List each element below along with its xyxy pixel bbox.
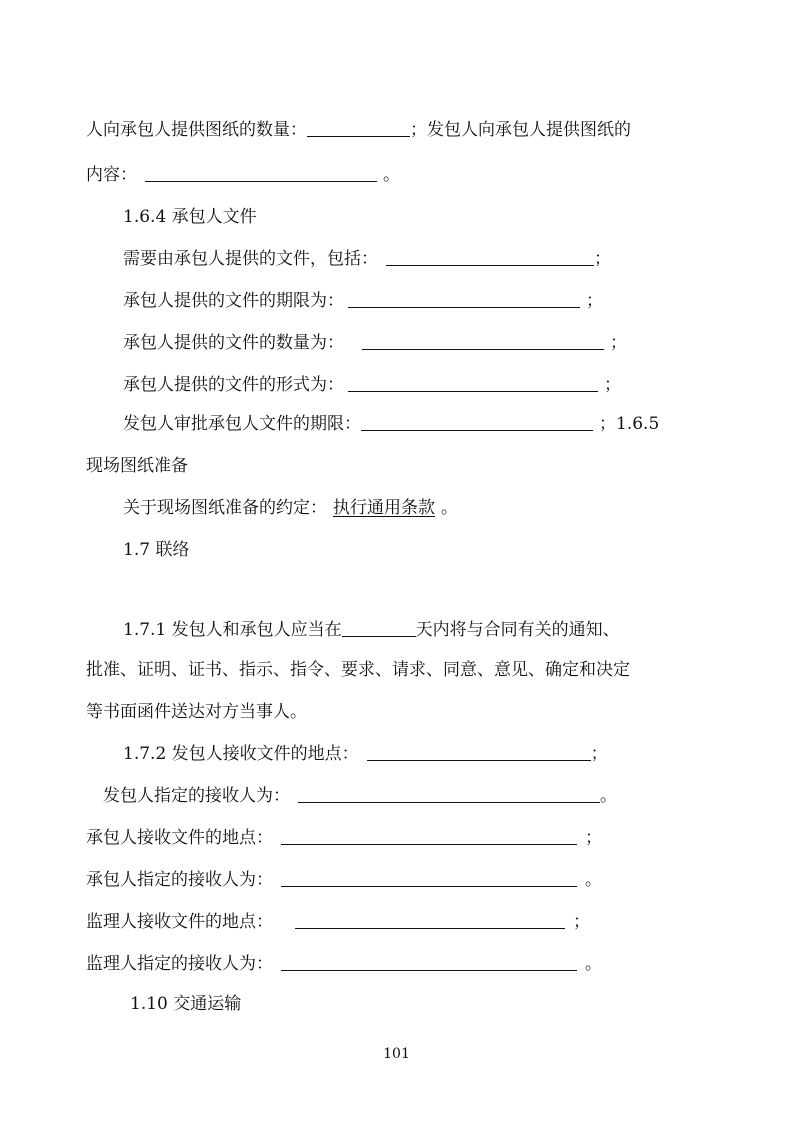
text: 1.7.2 发包人接收文件的地点： bbox=[123, 744, 359, 764]
text: ； bbox=[594, 249, 611, 269]
text: 发包人指定的接收人为： bbox=[103, 786, 290, 806]
drawing-content-line bbox=[86, 163, 400, 187]
site-drawings-agreement-line bbox=[123, 496, 458, 520]
section-heading-1-10: 1.10 交通运输 bbox=[130, 994, 242, 1014]
text: 承包人提供的文件的形式为： bbox=[123, 375, 344, 395]
text: 。 bbox=[600, 786, 617, 806]
text: ； bbox=[573, 912, 590, 932]
fill-blank bbox=[386, 248, 594, 266]
text: 天内将与合同有关的通知、 bbox=[415, 620, 620, 640]
employer-address-line bbox=[123, 742, 608, 766]
fill-blank bbox=[145, 164, 377, 182]
text: 关于现场图纸准备的约定： bbox=[123, 498, 327, 518]
fill-blank bbox=[362, 332, 604, 350]
text: 。 bbox=[585, 870, 602, 890]
fill-blank bbox=[281, 953, 577, 971]
notice-delivery-line bbox=[123, 618, 620, 642]
text: ； bbox=[586, 291, 603, 311]
page-number: 101 bbox=[383, 1046, 410, 1062]
text: 需要由承包人提供的文件，包括： bbox=[123, 249, 378, 269]
text: 1.7.1 发包人和承包人应当在 bbox=[123, 620, 342, 640]
fill-blank bbox=[298, 785, 600, 803]
supervisor-recipient-line bbox=[86, 952, 602, 976]
documents-deadline-line bbox=[123, 289, 603, 313]
text: 。 bbox=[383, 165, 400, 185]
contractor-address-line bbox=[86, 826, 602, 850]
fill-blank bbox=[361, 413, 593, 431]
text: ；1.6.5 bbox=[599, 414, 660, 434]
supervisor-address-line bbox=[86, 910, 590, 934]
drawing-quantity-line bbox=[86, 118, 631, 142]
text: 人向承包人提供图纸的数量： bbox=[86, 120, 307, 140]
section-heading-1-7: 1.7 联络 bbox=[123, 540, 190, 560]
contractor-documents-line bbox=[123, 247, 611, 271]
approval-deadline-line bbox=[123, 412, 659, 436]
employer-recipient-line bbox=[103, 784, 617, 808]
section-heading-1-6-5: 现场图纸准备 bbox=[86, 456, 188, 476]
text: 。 bbox=[585, 954, 602, 974]
documents-quantity-line bbox=[123, 331, 627, 355]
text: 承包人提供的文件的数量为： bbox=[123, 333, 344, 353]
fill-blank bbox=[342, 619, 416, 637]
text: ； bbox=[604, 375, 621, 395]
body-text-line: 批准、证明、证书、指示、指令、要求、请求、同意、意见、确定和决定 bbox=[86, 660, 630, 680]
text: ； bbox=[590, 744, 608, 764]
fill-blank bbox=[348, 374, 598, 392]
text: 承包人接收文件的地点： bbox=[86, 828, 273, 848]
text: ；发包人向承包人提供图纸的 bbox=[410, 120, 631, 140]
fill-blank bbox=[295, 911, 565, 929]
contractor-recipient-line bbox=[86, 868, 602, 892]
section-heading-1-6-4: 1.6.4 承包人文件 bbox=[123, 207, 257, 227]
filled-value: 执行通用条款 bbox=[333, 498, 435, 518]
text: 内容： bbox=[86, 165, 137, 185]
text: ； bbox=[610, 333, 627, 353]
text: 。 bbox=[441, 498, 458, 518]
body-text-line: 等书面函件送达对方当事人。 bbox=[86, 702, 307, 722]
text: 监理人接收文件的地点： bbox=[86, 912, 273, 932]
fill-blank bbox=[367, 743, 591, 761]
text: 监理人指定的接收人为： bbox=[86, 954, 273, 974]
fill-blank bbox=[307, 119, 410, 137]
fill-blank bbox=[348, 290, 580, 308]
documents-form-line bbox=[123, 373, 621, 397]
text: 承包人提供的文件的期限为： bbox=[123, 291, 344, 311]
fill-blank bbox=[281, 827, 577, 845]
text: 发包人审批承包人文件的期限： bbox=[123, 414, 361, 434]
text: ； bbox=[585, 828, 602, 848]
fill-blank bbox=[281, 869, 577, 887]
text: 承包人指定的接收人为： bbox=[86, 870, 273, 890]
